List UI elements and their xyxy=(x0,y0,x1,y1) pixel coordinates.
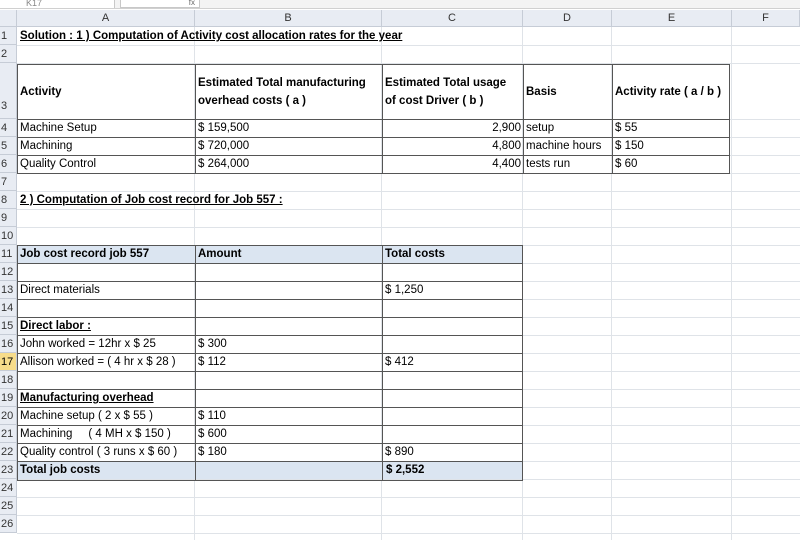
quality-control-amount[interactable]: $ 180 xyxy=(198,446,227,458)
gridline xyxy=(17,533,800,534)
gridline xyxy=(17,497,800,498)
labor-total[interactable]: $ 412 xyxy=(385,356,414,368)
gridline xyxy=(17,515,800,516)
direct-materials-label[interactable]: Direct materials xyxy=(20,284,100,296)
column-header-e[interactable]: E xyxy=(612,10,732,27)
row-header[interactable]: 13 xyxy=(0,281,17,299)
allison-labor-amount[interactable]: $ 112 xyxy=(198,356,226,368)
allison-labor-label[interactable]: Allison worked = ( 4 hr x $ 28 ) xyxy=(20,356,176,368)
name-box[interactable]: K17 xyxy=(0,0,115,8)
table-line xyxy=(17,263,523,264)
header-overhead-line2: overhead costs ( a ) xyxy=(198,95,307,107)
total-job-costs-value[interactable]: $ 2,552 xyxy=(386,464,425,476)
gridline xyxy=(17,173,800,174)
header-overhead-line1: Estimated Total manufacturing xyxy=(198,77,366,89)
header-usage-line2: of cost Driver ( b ) xyxy=(385,95,484,107)
row-header[interactable]: 6 xyxy=(0,155,17,173)
row-header[interactable]: 19 xyxy=(0,389,17,407)
table-line xyxy=(17,299,523,300)
header-usage-line1: Estimated Total usage xyxy=(385,77,507,89)
john-labor-label[interactable]: John worked = 12hr x $ 25 xyxy=(20,338,156,350)
row-header-active[interactable]: 17 xyxy=(0,353,17,371)
row-header[interactable]: 2 xyxy=(0,45,17,63)
manufacturing-overhead-label[interactable]: Manufacturing overhead xyxy=(20,392,154,404)
activity-cell[interactable]: Quality Control xyxy=(20,158,97,170)
row-header[interactable]: 18 xyxy=(0,371,17,389)
table-line xyxy=(17,371,523,372)
column-header-b[interactable]: B xyxy=(195,10,382,27)
gridline xyxy=(17,45,800,46)
column-header-c[interactable]: C xyxy=(382,10,523,27)
header-basis: Basis xyxy=(526,86,557,98)
total-job-costs-label[interactable]: Total job costs xyxy=(20,464,101,476)
row-header[interactable]: 11 xyxy=(0,245,17,263)
row-header[interactable]: 21 xyxy=(0,425,17,443)
overhead-cell[interactable]: $ 720,000 xyxy=(198,140,250,152)
row-header[interactable]: 26 xyxy=(0,515,17,533)
header-activity: Activity xyxy=(20,86,62,98)
row-header[interactable]: 9 xyxy=(0,209,17,227)
formula-bar xyxy=(0,0,800,9)
row-header[interactable]: 8 xyxy=(0,191,17,209)
row-header[interactable]: 7 xyxy=(0,173,17,191)
row-header[interactable]: 5 xyxy=(0,137,17,155)
header-rate: Activity rate ( a / b ) xyxy=(615,86,722,98)
machining-label[interactable]: Machining ( 4 MH x $ 150 ) xyxy=(20,428,171,440)
header-total-costs: Total costs xyxy=(385,248,445,260)
basis-cell[interactable]: tests run xyxy=(526,158,571,170)
rate-cell[interactable]: $ 55 xyxy=(615,122,638,134)
gridline xyxy=(17,209,800,210)
row-header[interactable]: 24 xyxy=(0,479,17,497)
basis-cell[interactable]: machine hours xyxy=(526,140,602,152)
usage-cell[interactable]: 4,400 xyxy=(492,158,521,170)
gridline xyxy=(17,63,800,64)
activity-cell[interactable]: Machine Setup xyxy=(20,122,97,134)
column-header-a[interactable]: A xyxy=(17,10,195,27)
row-header[interactable]: 22 xyxy=(0,443,17,461)
row-header[interactable]: 1 xyxy=(0,27,17,45)
direct-labor-label[interactable]: Direct labor : xyxy=(20,320,91,332)
activity-cell[interactable]: Machining xyxy=(20,140,73,152)
section1-title: Solution : 1 ) Computation of Activity cost allocation rates for the year xyxy=(20,30,403,42)
fx-icon[interactable]: fx xyxy=(120,0,200,8)
rate-cell[interactable]: $ 60 xyxy=(615,158,638,170)
direct-materials-total[interactable]: $ 1,250 xyxy=(385,284,424,296)
basis-cell[interactable]: setup xyxy=(526,122,555,134)
row-header[interactable]: 23 xyxy=(0,461,17,479)
row-header[interactable]: 4 xyxy=(0,119,17,137)
row-header[interactable]: 3 xyxy=(0,63,17,119)
rate-cell[interactable]: $ 150 xyxy=(615,140,644,152)
overhead-cell[interactable]: $ 159,500 xyxy=(198,122,250,134)
machine-setup-amount[interactable]: $ 110 xyxy=(198,410,226,422)
usage-cell[interactable]: 4,800 xyxy=(492,140,521,152)
quality-control-label[interactable]: Quality control ( 3 runs x $ 60 ) xyxy=(20,446,178,458)
row-header[interactable]: 10 xyxy=(0,227,17,245)
gridline xyxy=(17,479,800,480)
row-header[interactable]: 20 xyxy=(0,407,17,425)
john-labor-amount[interactable]: $ 300 xyxy=(198,338,227,350)
overhead-cell[interactable]: $ 264,000 xyxy=(198,158,250,170)
row-header[interactable]: 25 xyxy=(0,497,17,515)
row-header[interactable]: 16 xyxy=(0,335,17,353)
machine-setup-label[interactable]: Machine setup ( 2 x $ 55 ) xyxy=(20,410,153,422)
machining-amount[interactable]: $ 600 xyxy=(198,428,227,440)
row-header[interactable]: 12 xyxy=(0,263,17,281)
select-all-corner[interactable] xyxy=(0,10,17,27)
column-header-d[interactable]: D xyxy=(523,10,612,27)
header-job-cost-record: Job cost record job 557 xyxy=(20,248,150,260)
overhead-total[interactable]: $ 890 xyxy=(385,446,414,458)
gridline xyxy=(731,27,732,540)
row-header[interactable]: 15 xyxy=(0,317,17,335)
usage-cell[interactable]: 2,900 xyxy=(492,122,521,134)
header-amount: Amount xyxy=(198,248,242,260)
section2-title: 2 ) Computation of Job cost record for Job 557 : xyxy=(20,194,283,206)
column-header-f[interactable]: F xyxy=(732,10,800,27)
row-header[interactable]: 14 xyxy=(0,299,17,317)
gridline xyxy=(17,227,800,228)
